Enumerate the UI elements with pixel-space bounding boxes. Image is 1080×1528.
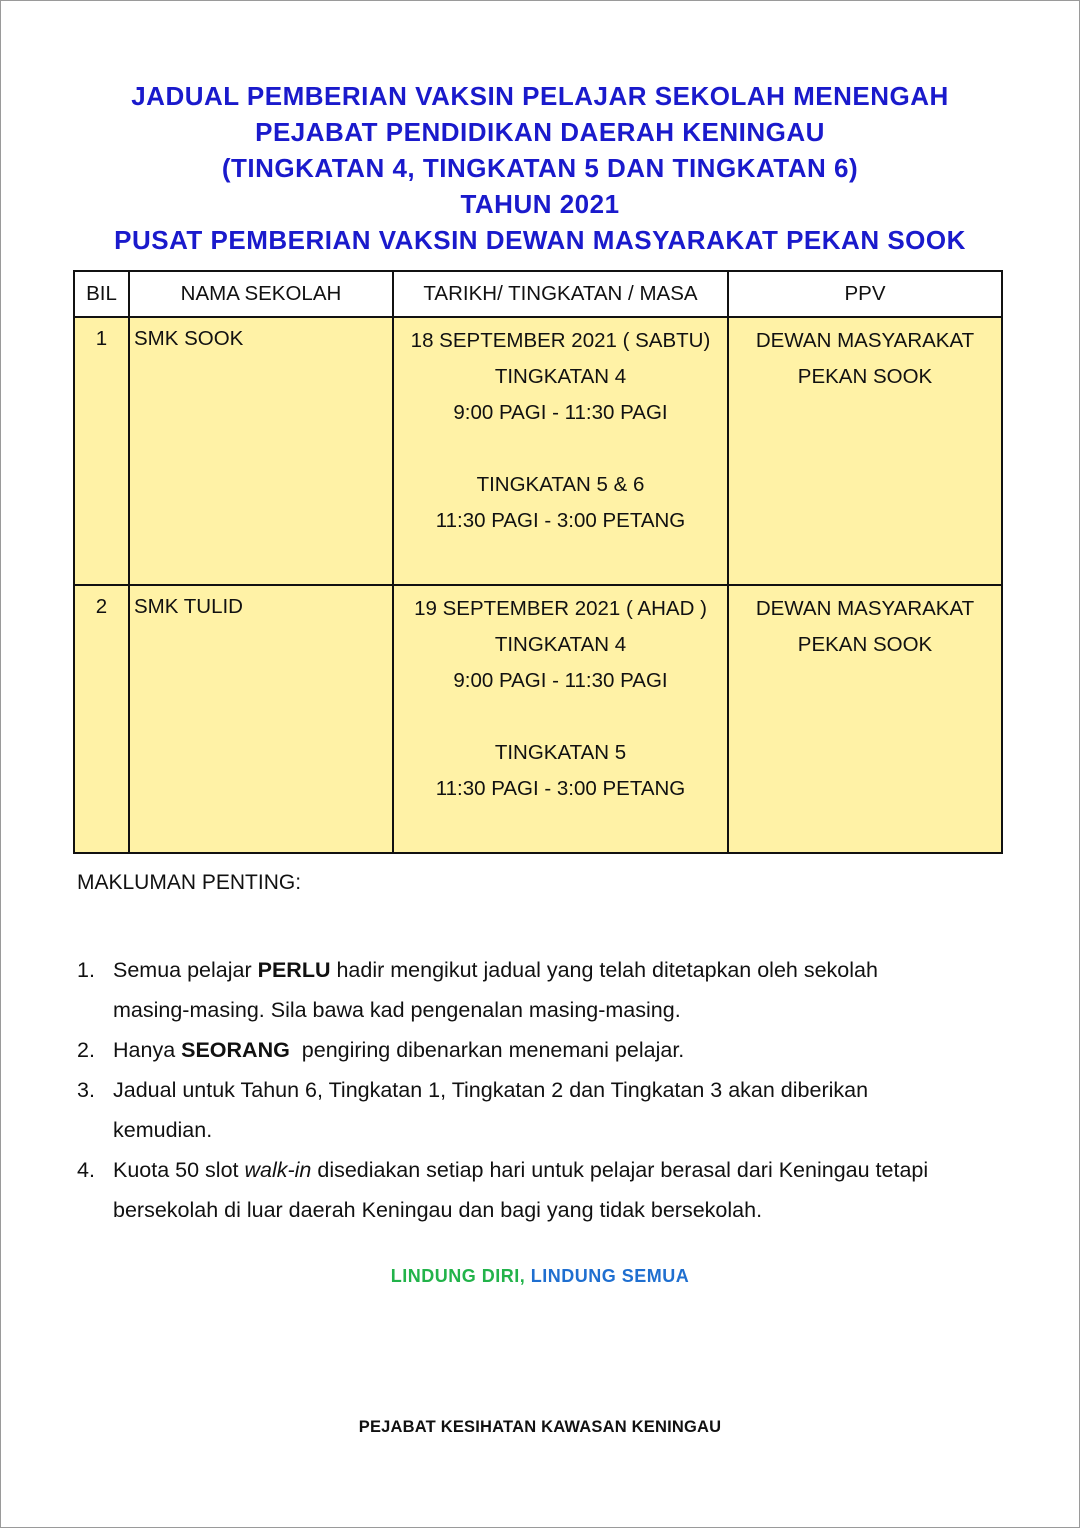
tarikh-date: 18 SEPTEMBER 2021 ( SABTU): [410, 329, 711, 352]
notice-list: [77, 950, 1017, 1230]
ppv-line: DEWAN MASYARAKAT: [755, 597, 975, 620]
item-line: masing-masing. Sila bawa kad pengenalan masing-masing.: [113, 998, 681, 1022]
title-line-1: JADUAL PEMBERIAN VAKSIN PELAJAR SEKOLAH MENENGAH: [131, 81, 949, 111]
title-line-4: TAHUN 2021: [460, 189, 620, 219]
title-line-2: PEJABAT PENDIDIKAN DAERAH KENINGAU: [255, 117, 825, 147]
item-number: 2.: [77, 1038, 95, 1062]
header-nama-sekolah: NAMA SEKOLAH: [129, 271, 393, 317]
list-item: [77, 1030, 1017, 1070]
item-text: disediakan setiap hari untuk pelajar berasal dari Keningau tetapi: [311, 1158, 929, 1182]
tarikh-time: 11:30 PAGI - 3:00 PETANG: [435, 777, 686, 800]
tarikh-form: TINGKATAN 5 & 6: [476, 473, 645, 496]
schedule-table: [73, 270, 1003, 854]
slogan-part-2: LINDUNG SEMUA: [530, 1266, 690, 1286]
item-line: [113, 1150, 1017, 1190]
item-emphasis: SEORANG: [181, 1038, 290, 1062]
list-item: [77, 1150, 1017, 1230]
item-line: kemudian.: [113, 1118, 213, 1142]
item-text: Hanya: [113, 1038, 182, 1062]
table-row: [74, 585, 1002, 853]
table-header-row: [74, 271, 1002, 317]
item-number: 4.: [77, 1158, 95, 1182]
item-italic: walk-in: [244, 1158, 312, 1182]
table-row: [74, 317, 1002, 585]
tarikh-form: TINGKATAN 4: [494, 365, 627, 388]
header-ppv: PPV: [728, 271, 1002, 317]
item-number: 1.: [77, 958, 95, 982]
item-number: 3.: [77, 1078, 95, 1102]
item-text: pengiring dibenarkan menemani pelajar.: [289, 1038, 685, 1062]
cell-ppv: [728, 585, 1002, 853]
cell-tarikh: [393, 317, 728, 585]
ppv-line: PEKAN SOOK: [797, 365, 933, 388]
item-emphasis: PERLU: [257, 958, 331, 982]
item-line: [113, 950, 1017, 990]
cell-bil: 1: [74, 317, 129, 585]
document-title: [0, 78, 1080, 258]
ppv-line: DEWAN MASYARAKAT: [755, 329, 975, 352]
slogan: [0, 1266, 1080, 1287]
cell-nama-sekolah: SMK TULID: [129, 585, 393, 853]
list-item: [77, 1070, 1017, 1150]
tarikh-form: TINGKATAN 5: [494, 741, 627, 764]
item-line: bersekolah di luar daerah Keningau dan bagi yang tidak bersekolah.: [113, 1198, 763, 1222]
list-item: [77, 950, 1017, 1030]
header-tarikh: TARIKH/ TINGKATAN / MASA: [393, 271, 728, 317]
cell-ppv: [728, 317, 1002, 585]
item-line: [113, 1030, 1017, 1070]
tarikh-form: TINGKATAN 4: [494, 633, 627, 656]
item-text: hadir mengikut jadual yang telah ditetapkan oleh sekolah: [330, 958, 878, 982]
item-text: Semua pelajar: [113, 958, 258, 982]
item-line: Jadual untuk Tahun 6, Tingkatan 1, Tingkatan 2 dan Tingkatan 3 akan diberikan: [113, 1078, 869, 1102]
tarikh-spacer: [394, 703, 727, 739]
tarikh-time: 9:00 PAGI - 11:30 PAGI: [453, 669, 668, 692]
slogan-part-1: LINDUNG DIRI,: [390, 1266, 526, 1286]
tarikh-time: 9:00 PAGI - 11:30 PAGI: [453, 401, 668, 424]
tarikh-time: 11:30 PAGI - 3:00 PETANG: [435, 509, 686, 532]
header-bil: BIL: [74, 271, 129, 317]
cell-tarikh: [393, 585, 728, 853]
tarikh-date: 19 SEPTEMBER 2021 ( AHAD ): [414, 597, 707, 620]
footer-organization: PEJABAT KESIHATAN KAWASAN KENINGAU: [358, 1418, 722, 1436]
ppv-line: PEKAN SOOK: [797, 633, 933, 656]
title-line-5: PUSAT PEMBERIAN VAKSIN DEWAN MASYARAKAT PEKAN SOOK: [114, 225, 966, 255]
notice-heading: MAKLUMAN PENTING:: [77, 871, 302, 894]
item-text: Kuota 50 slot: [113, 1158, 245, 1182]
title-line-3: (TINGKATAN 4, TINGKATAN 5 DAN TINGKATAN 6): [221, 153, 859, 183]
tarikh-spacer: [394, 435, 727, 471]
cell-bil: 2: [74, 585, 129, 853]
cell-nama-sekolah: SMK SOOK: [129, 317, 393, 585]
